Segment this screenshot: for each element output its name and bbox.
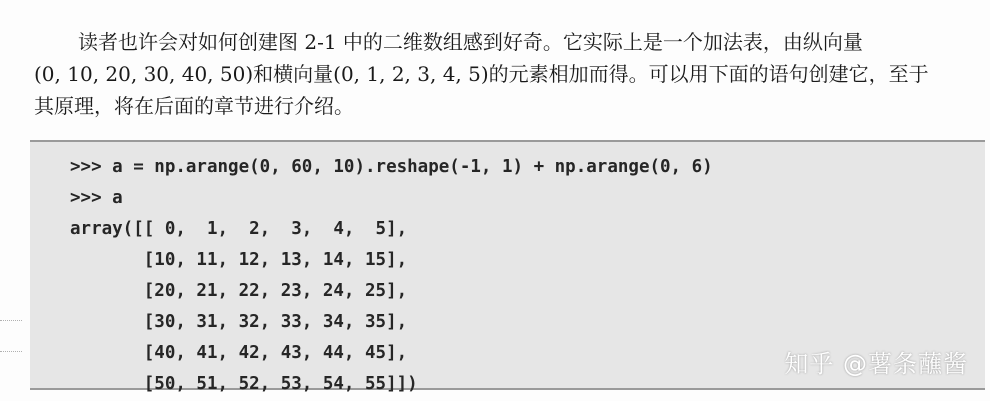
code-listing <box>70 152 713 400</box>
paragraph-line-2: (0, 10, 20, 30, 40, 50)和横向量(0, 1, 2, 3, 4, 5)的元素相加而得。可以用下面的语句创建它，至于 <box>34 62 929 86</box>
code-line-8: [50, 51, 52, 53, 54, 55]]) <box>70 374 418 394</box>
code-line-3: array([[ 0, 1, 2, 3, 4, 5], <box>70 219 408 239</box>
code-line-7: [40, 41, 42, 43, 44, 45], <box>70 343 408 363</box>
body-paragraph <box>34 26 964 122</box>
code-line-1: >>> a = np.arange(0, 60, 10).reshape(-1, 1) + np.arange(0, 6) <box>70 157 713 177</box>
paragraph-line-1: 读者也许会对如何创建图 2-1 中的二维数组感到好奇。它实际上是一个加法表，由纵向量 <box>78 30 863 54</box>
code-line-5: [20, 21, 22, 23, 24, 25], <box>70 281 408 301</box>
code-line-2: >>> a <box>70 188 123 208</box>
margin-mark <box>0 320 22 352</box>
paragraph-line-3: 其原理，将在后面的章节进行介绍。 <box>34 94 354 118</box>
code-line-4: [10, 11, 12, 13, 14, 15], <box>70 250 408 270</box>
watermark-text: 知乎 @薯条蘸酱 <box>784 350 968 378</box>
code-line-6: [30, 31, 32, 33, 34, 35], <box>70 312 408 332</box>
